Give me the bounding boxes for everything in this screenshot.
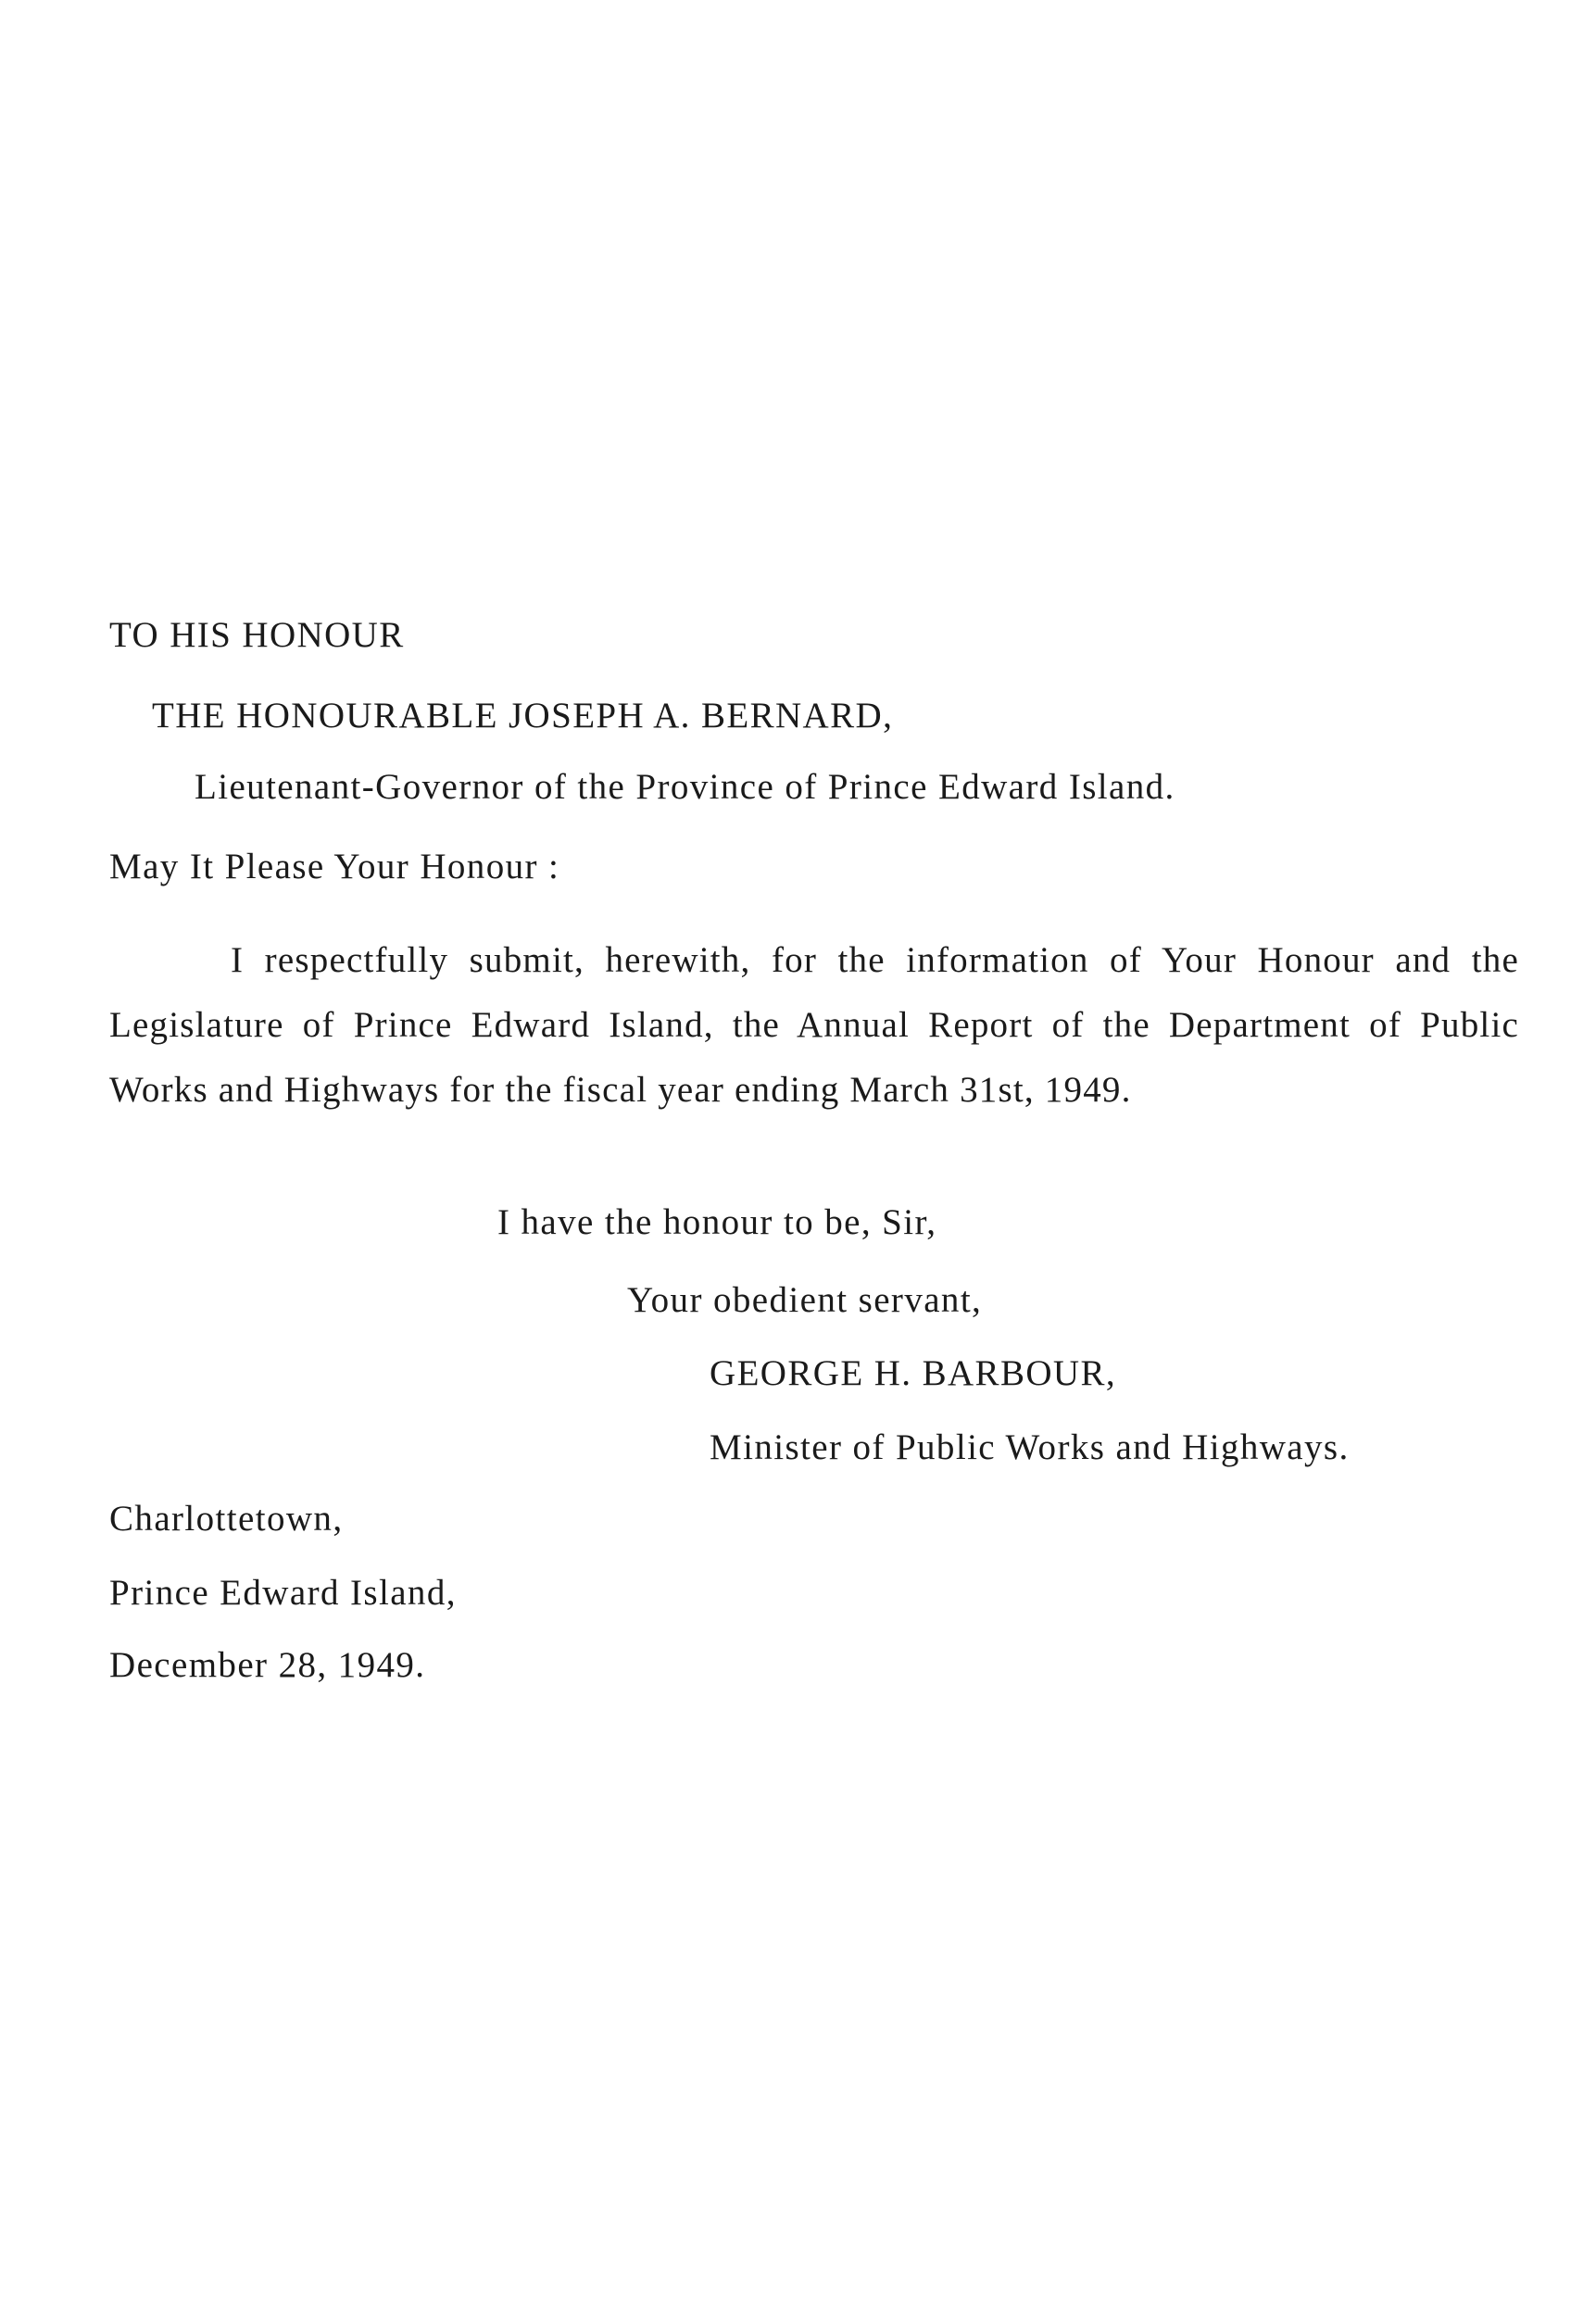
address-line-addressee: THE HONOURABLE JOSEPH A. BERNARD, [152,696,894,735]
body-paragraph: I respectfully submit, herewith, for the information of Your Honour and the Legislature of Prince Edward Island, the Annual Report of the Department of Public Works and Highways for the fiscal year ending March 31st, 1949. [109,940,1519,1110]
salutation: May It Please Your Honour : [109,847,560,886]
signatory-name: GEORGE H. BARBOUR, [710,1353,1117,1393]
signatory-title: Minister of Public Works and Highways. [710,1427,1350,1467]
place-city: Charlottetown, [109,1499,344,1539]
closing-line-servant: Your obedient servant, [627,1280,983,1320]
closing-line-honour: I have the honour to be, Sir, [497,1202,937,1242]
address-line-office: Lieutenant-Governor of the Province of Prince Edward Island. [195,767,1175,807]
address-line-honour: TO HIS HONOUR [109,615,405,655]
letter-date: December 28, 1949. [109,1645,426,1685]
place-province: Prince Edward Island, [109,1573,457,1613]
